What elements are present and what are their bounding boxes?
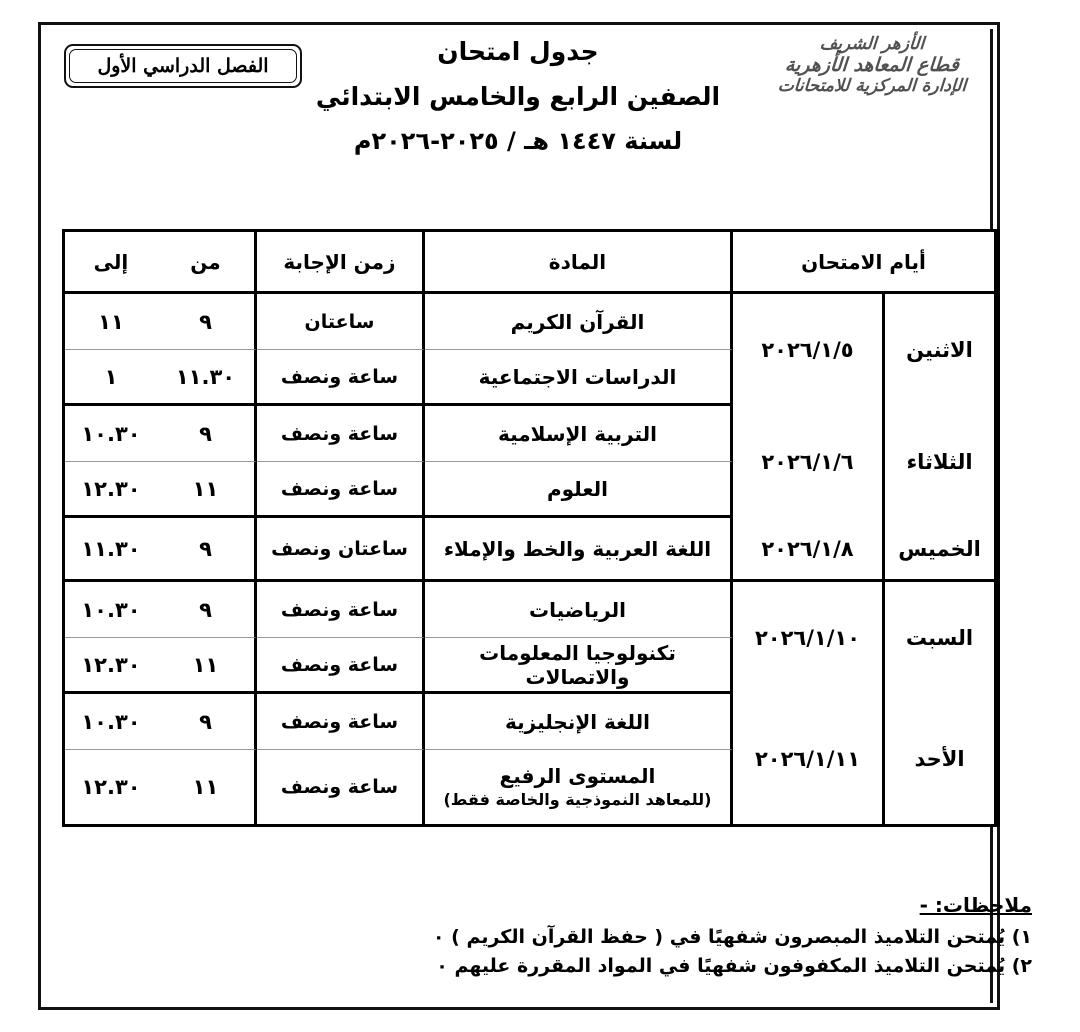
cell-duration: ساعة ونصف xyxy=(257,462,425,518)
notes-section xyxy=(102,893,1032,980)
cell-date: ٢٠٢٦/١/١٠ xyxy=(733,582,885,694)
table-row xyxy=(65,294,997,350)
cell-subject: الرياضيات xyxy=(425,582,733,638)
cell-to: ١ xyxy=(65,350,157,406)
cell-duration: ساعة ونصف xyxy=(257,406,425,462)
cell-subject: القرآن الكريم xyxy=(425,294,733,350)
cell-duration: ساعة ونصف xyxy=(257,638,425,694)
table-body xyxy=(65,294,997,824)
cell-subject: العلوم xyxy=(425,462,733,518)
note-item: ١) يُمتحن التلاميذ المبصرون شفهيًا في ( حفظ القرآن الكريم ) ٠ xyxy=(432,926,1032,948)
cell-subject: الدراسات الاجتماعية xyxy=(425,350,733,406)
cell-from: ٩ xyxy=(157,294,257,350)
azhar-letterhead-logo xyxy=(754,34,990,97)
cell-day: الأحد xyxy=(885,694,997,824)
cell-subject: اللغة العربية والخط والإملاء xyxy=(425,518,733,582)
note-item: ٢) يُمتحن التلاميذ المكفوفون شفهيًا في المواد المقررة عليهم ٠ xyxy=(436,954,1032,977)
cell-duration: ساعة ونصف xyxy=(257,750,425,824)
page-title xyxy=(284,38,752,155)
schedule-table-wrapper xyxy=(68,229,1000,827)
cell-date: ٢٠٢٦/١/٨ xyxy=(733,518,885,582)
cell-to: ١٢.٣٠ xyxy=(65,462,157,518)
cell-subject-main: المستوى الرفيع xyxy=(499,764,656,788)
cell-from: ١١ xyxy=(157,750,257,824)
cell-duration: ساعتان xyxy=(257,294,425,350)
cell-to: ١٢.٣٠ xyxy=(65,750,157,824)
cell-date: ٢٠٢٦/١/١١ xyxy=(733,694,885,824)
term-badge-inner-border xyxy=(69,49,297,83)
column-header-days: أيام الامتحان xyxy=(733,232,997,294)
cell-from: ٩ xyxy=(157,406,257,462)
cell-day: الثلاثاء xyxy=(885,406,997,518)
cell-from: ٩ xyxy=(157,694,257,750)
cell-to: ١١.٣٠ xyxy=(65,518,157,582)
term-badge xyxy=(64,44,302,88)
cell-duration: ساعة ونصف xyxy=(257,350,425,406)
cell-to: ١٠.٣٠ xyxy=(65,694,157,750)
cell-from: ١١.٣٠ xyxy=(157,350,257,406)
table-row xyxy=(65,406,997,462)
letterhead-line-2: قطاع المعاهد الأزهرية xyxy=(784,54,960,77)
column-header-to: إلى xyxy=(65,232,157,294)
column-header-duration: زمن الإجابة xyxy=(257,232,425,294)
table-row xyxy=(65,518,997,582)
cell-subject: اللغة الإنجليزية xyxy=(425,694,733,750)
cell-date: ٢٠٢٦/١/٦ xyxy=(733,406,885,518)
cell-from: ١١ xyxy=(157,462,257,518)
cell-date: ٢٠٢٦/١/٥ xyxy=(733,294,885,406)
title-line-2: الصفين الرابع والخامس الابتدائي xyxy=(315,81,721,111)
letterhead-line-1: الأزهر الشريف xyxy=(819,34,925,54)
table-header xyxy=(65,232,997,294)
letterhead-line-3: الإدارة المركزية للامتحانات xyxy=(777,76,967,97)
cell-subject xyxy=(425,750,733,824)
column-header-subject: المادة xyxy=(425,232,733,294)
title-line-1: جدول امتحان xyxy=(437,37,599,66)
cell-day: الاثنين xyxy=(885,294,997,406)
cell-duration: ساعة ونصف xyxy=(257,694,425,750)
cell-from: ٩ xyxy=(157,518,257,582)
cell-subject: تكنولوجيا المعلومات والاتصالات xyxy=(425,638,733,694)
table-row xyxy=(65,582,997,638)
cell-from: ١١ xyxy=(157,638,257,694)
column-header-from: من xyxy=(157,232,257,294)
exam-schedule-table xyxy=(62,229,1000,827)
cell-to: ١٠.٣٠ xyxy=(65,582,157,638)
cell-day: السبت xyxy=(885,582,997,694)
table-header-row xyxy=(65,232,997,294)
cell-subject: التربية الإسلامية xyxy=(425,406,733,462)
term-badge-label: الفصل الدراسي الأول xyxy=(97,55,269,77)
cell-from: ٩ xyxy=(157,582,257,638)
document-header xyxy=(48,30,992,220)
cell-to: ١٢.٣٠ xyxy=(65,638,157,694)
cell-subject-note: (للمعاهد النموذجية والخاصة فقط) xyxy=(443,790,712,809)
title-line-3: لسنة ١٤٤٧ هـ / ٢٠٢٥-٢٠٢٦م xyxy=(353,126,683,155)
cell-duration: ساعة ونصف xyxy=(257,582,425,638)
cell-to: ١٠.٣٠ xyxy=(65,406,157,462)
cell-day: الخميس xyxy=(885,518,997,582)
table-row xyxy=(65,694,997,750)
cell-to: ١١ xyxy=(65,294,157,350)
cell-duration: ساعتان ونصف xyxy=(257,518,425,582)
notes-title: ملاحظات: - xyxy=(919,893,1032,917)
